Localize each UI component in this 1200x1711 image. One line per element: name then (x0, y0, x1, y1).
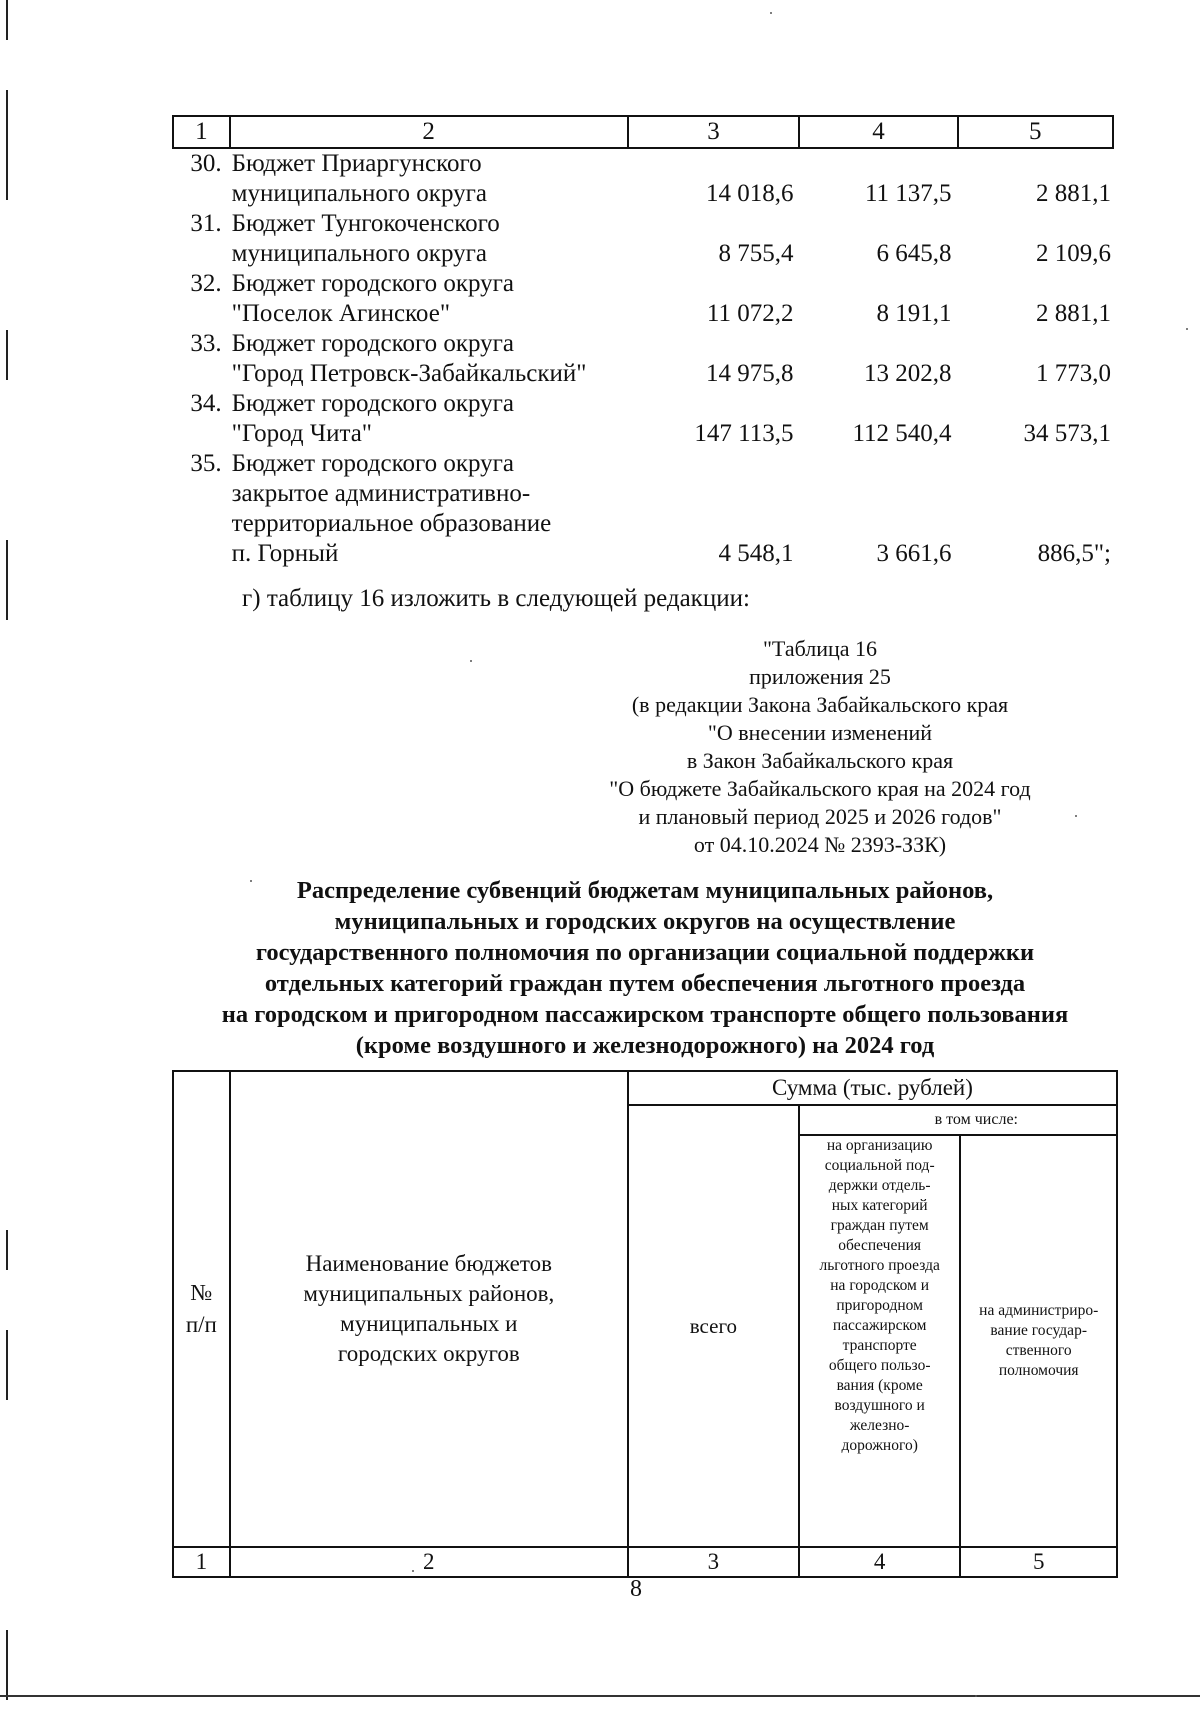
col4-header-line: на городском и (830, 1277, 930, 1294)
header-cell: 1 (173, 116, 230, 148)
col-name-header (230, 1071, 628, 1547)
total-value: 11 072,2 (706, 300, 794, 327)
budget-name (230, 269, 628, 329)
col5-header-line: вание государ- (990, 1322, 1087, 1339)
row-number: 31. (190, 210, 222, 237)
row-number: 32. (190, 270, 222, 297)
budget-name-line: "Город Петровск-Забайкальский" (231, 360, 587, 387)
budget-name-line: муниципального округа (231, 240, 487, 267)
page-number: 8 (630, 1576, 642, 1602)
social-support-value: 112 540,4 (852, 420, 952, 447)
col5-header (960, 1135, 1117, 1547)
total-value: 14 018,6 (705, 180, 794, 207)
col-name-header-line: городских округов (337, 1341, 520, 1366)
budget-name-line: закрытое административно- (231, 480, 531, 507)
col4-header-line: общего пользо- (828, 1357, 931, 1374)
scan-edge-mark (6, 1230, 8, 1270)
administration-value: 1 773,0 (1036, 360, 1111, 387)
scan-speck (412, 1570, 414, 1572)
budget-row (173, 148, 1113, 209)
col-name-header-line: муниципальных и (340, 1311, 518, 1336)
scan-speck (770, 12, 772, 14)
title-line: на городском и пригородном пассажирском транспорте общего пользования (221, 1001, 1069, 1028)
administration-value: 2 881,1 (1036, 300, 1111, 327)
budget-name-line: "Город Чита" (231, 420, 373, 447)
budget-row (173, 329, 1113, 389)
header-cell: 3 (628, 116, 800, 148)
col4-header-line: дорожного) (841, 1437, 918, 1454)
col4-header-line: граждан путем (830, 1217, 929, 1234)
col4-header-line: железно- (849, 1417, 910, 1434)
row-number: 30. (190, 150, 222, 177)
budget-name-line: территориальное образование (231, 510, 552, 537)
total-value: 147 113,5 (694, 420, 794, 447)
col-name-header-line: Наименование бюджетов (305, 1251, 552, 1276)
scan-speck (1186, 328, 1188, 330)
table-title (170, 875, 1120, 1061)
budget-name-line: Бюджет городского округа (231, 450, 514, 477)
budget-name (230, 148, 628, 209)
scan-speck (470, 660, 472, 662)
scan-speck (975, 1695, 977, 1697)
header-cell: 4 (799, 116, 957, 148)
administration-value: 2 881,1 (1036, 180, 1111, 207)
col4-header-line: ных категорий (831, 1197, 928, 1214)
upper-table-body (173, 148, 1113, 569)
row-number: 34. (190, 390, 222, 417)
title-line: (кроме воздушного и железнодорожного) на 2024 год (355, 1032, 935, 1059)
budget-row (173, 389, 1113, 449)
social-support-value: 8 191,1 (876, 300, 952, 327)
budget-name (230, 389, 628, 449)
column-number-cell: 1 (173, 1547, 230, 1577)
column-number-cell: 5 (960, 1547, 1117, 1577)
social-support-value: 13 202,8 (864, 360, 952, 387)
col-name-header-line: муниципальных районов, (303, 1281, 555, 1306)
scan-edge-mark (6, 1630, 8, 1700)
total-value: 8 755,4 (718, 240, 794, 267)
col4-header-line: на организацию (826, 1137, 933, 1154)
scan-edge-mark (6, 0, 8, 40)
scan-edge-mark (6, 1330, 8, 1400)
title-line: отдельных категорий граждан путем обеспечения льготного проезда (264, 970, 1026, 997)
title-line: государственного полномочия по организации социальной поддержки (255, 939, 1035, 966)
budget-name-line: Бюджет городского округа (231, 390, 514, 417)
column-number-cell: 3 (628, 1547, 799, 1577)
scan-speck (250, 880, 252, 882)
col4-header-line: льготного проезда (819, 1257, 940, 1274)
budget-name (230, 209, 628, 269)
col4-header (799, 1135, 960, 1547)
budget-name (230, 449, 628, 569)
budget-row (173, 449, 1113, 569)
caption-line: и плановый период 2025 и 2026 годов" (638, 804, 1002, 829)
scan-edge-mark (6, 330, 8, 380)
header-cell: 2 (230, 116, 628, 148)
scan-bottom-edge (0, 1695, 1200, 1697)
column-number-row (173, 1547, 1117, 1577)
total-value: 4 548,1 (718, 540, 794, 567)
upper-table-header-row (173, 116, 1113, 148)
budget-row (173, 209, 1113, 269)
caption-line: от 04.10.2024 № 2393-ЗЗК) (693, 832, 947, 857)
table-caption (560, 635, 1080, 859)
budget-name-line: Бюджет городского округа (231, 270, 514, 297)
budget-name-line: Бюджет Приаргунского (231, 150, 482, 177)
lower-table-header (172, 1070, 1118, 1578)
col4-header-line: вания (кроме (836, 1377, 923, 1394)
budget-name-line: п. Горный (231, 540, 339, 567)
total-value: 14 975,8 (705, 360, 794, 387)
scan-speck (1075, 815, 1077, 817)
col-number-header-line: № (190, 1280, 213, 1305)
col4-header-line: пригородном (836, 1297, 923, 1314)
caption-line: приложения 25 (749, 664, 891, 689)
administration-value: 886,5"; (1037, 540, 1111, 567)
caption-line: "О бюджете Забайкальского края на 2024 год (609, 776, 1031, 801)
social-support-value: 6 645,8 (876, 240, 952, 267)
row-number: 33. (190, 330, 222, 357)
header-cell: 5 (958, 116, 1113, 148)
title-line: муниципальных и городских округов на осуществление (334, 908, 956, 935)
scan-edge-mark (6, 540, 8, 620)
scan-edge-mark (6, 90, 8, 200)
col4-header-line: пассажирском (832, 1317, 927, 1334)
caption-line: (в редакции Закона Забайкальского края (631, 692, 1009, 717)
col4-header-line: транспорте (842, 1337, 917, 1354)
instruction-text: г) таблицу 16 изложить в следующей редакции: (242, 585, 750, 612)
budget-name-line: "Поселок Агинское" (231, 300, 451, 327)
upper-budget-table (172, 115, 1114, 569)
budget-row (173, 269, 1113, 329)
col4-header-line: социальной под- (824, 1157, 935, 1174)
col4-header-line: обеспечения (838, 1237, 922, 1254)
col4-header-line: воздушного и (834, 1397, 925, 1414)
budget-name-line: муниципального округа (231, 180, 487, 207)
col-number-header (173, 1071, 230, 1547)
column-number-cell: 4 (799, 1547, 960, 1577)
col-number-header-line: п/п (185, 1312, 217, 1337)
budget-name-line: Бюджет городского округа (231, 330, 514, 357)
administration-value: 2 109,6 (1036, 240, 1111, 267)
total-header: всего (628, 1105, 799, 1547)
col5-header-line: полномочия (998, 1362, 1079, 1379)
col5-header-line: ственного (1005, 1342, 1072, 1359)
caption-line: "Таблица 16 (762, 636, 878, 661)
caption-line: в Закон Забайкальского края (686, 748, 954, 773)
sum-header: Сумма (тыс. рублей) (628, 1071, 1117, 1105)
budget-name (230, 329, 628, 389)
row-number: 35. (190, 450, 222, 477)
col4-header-line: держки отдель- (828, 1177, 931, 1194)
caption-line: "О внесении изменений (707, 720, 933, 745)
social-support-value: 3 661,6 (876, 540, 952, 567)
budget-name-line: Бюджет Тунгокоченского (231, 210, 500, 237)
administration-value: 34 573,1 (1023, 420, 1111, 447)
column-number-cell: 2 (230, 1547, 628, 1577)
title-line: Распределение субвенций бюджетам муниципальных районов, (296, 877, 994, 904)
social-support-value: 11 137,5 (864, 180, 952, 207)
col5-header-line: на администриро- (979, 1302, 1099, 1319)
including-header (799, 1105, 1117, 1135)
including-label: в том числе: (934, 1111, 1018, 1128)
